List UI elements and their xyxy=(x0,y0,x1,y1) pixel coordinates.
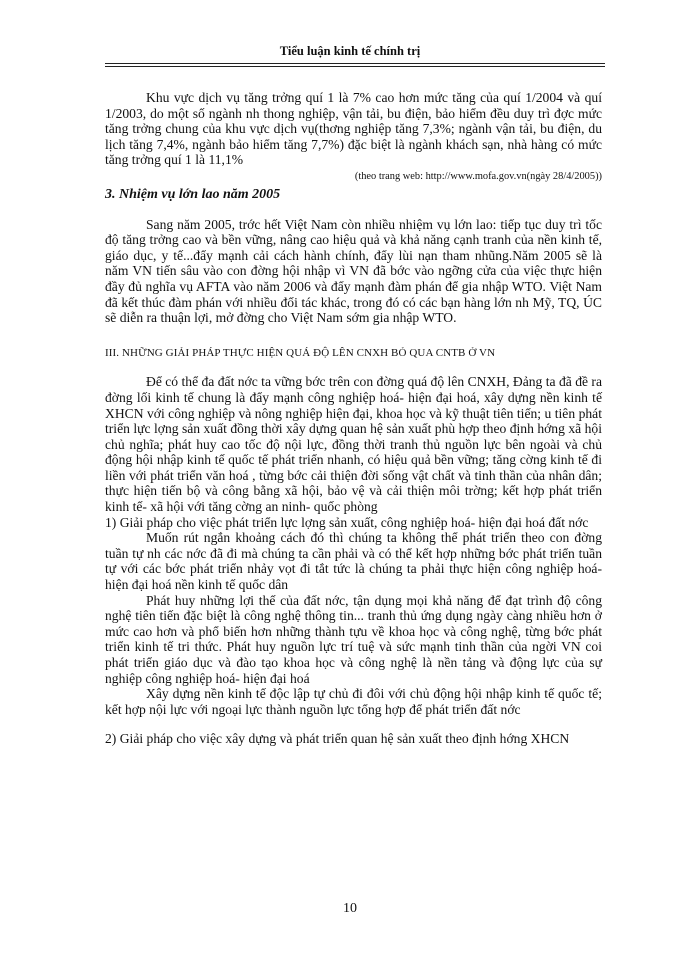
section-heading-III: III. NHỮNG GIẢI PHÁP THỰC HIỆN QUÁ ĐỘ LÊN CNXH BỎ QUA CNTB Ở VN xyxy=(105,346,496,359)
header-rule-top xyxy=(105,63,605,64)
source-note: (theo trang web: http://www.mofa.gov.vn(ngày 28/4/2005)) xyxy=(354,170,602,182)
page-body xyxy=(105,90,602,747)
solution-item-2: 2) Giải pháp cho việc xây dựng và phát triển quan hệ sản xuất theo định hớng XHCN xyxy=(105,731,570,747)
paragraph-tasks: Sang năm 2005, trớc hết Việt Nam còn nhiều nhiệm vụ lớn lao: tiếp tục duy trì tốc độ tăng trởng cao và bền vững, nâng cao hiệu quả và khả năng cạnh tranh của nền kinh tế, giáo dục, y tế...đẩy mạnh cải cách hành chính, đẩy lùi nạn tham nhũng.Năm 2005 sẽ là năm VN tiến sâu vào con đờng hội nhập vì VN đã bớc vào ngỡng cửa của việc thực hiện đầy đủ nghĩa vụ AFTA vào năm 2006 và đẩy mạnh đàm phán để gia nhập WTO. Việt Nam đã kết thúc đàm phán với nhiều đối tác khác, trong đó có các bạn hàng lớn nh Mỹ, TQ, ÚC sẽ diễn ra thuận lợi, mở đờng cho Việt Nam sớm gia nhập WTO. xyxy=(105,216,602,326)
paragraph-shortcut: Muốn rút ngắn khoảng cách đó thì chúng ta không thể phát triển theo con đờng tuần tự nh các nớc đã đi mà chúng ta cần phải và có thể kết hợp những bớc phát triển tuần tự với các bớc phát triển nhảy vọt đi tắt tức là chúng ta phải thực hiện công nghiệp hoá- hiện đại hoá nền kinh tế quốc dân xyxy=(105,530,602,593)
paragraph-intro: Để có thể đa đất nớc ta vững bớc trên con đờng quá độ lên CNXH, Đảng ta đã đề ra đờng lối kinh tế chung là đẩy mạnh công nghiệp hoá- hiện đại hoá, xây dựng nền kinh tế XHCN với công nghiệp và nông nghiệp hiện đại, khoa học và kỹ thuật tiên tiến; u tiên phát triển lực lợng sản xuất đồng thời xây dựng quan hệ sản xuất phù hợp theo định hớng xã hội chủ nghĩa; phát huy cao tốc độ nội lực, đồng thời tranh thủ nguồn lực bên ngoài và chủ động hội nhập kinh tế quốc tế phát triển nhanh, có hiệu quả bền vững; tăng cờng kinh tế đi liền với phát triển văn hoá , từng bớc cải thiện đời sống vật chất và tinh thần của nhân dân; thực hiện tiến bộ và công bằng xã hội, bảo vệ và cải thiện môi trờng; kết hợp phát triển kinh tế- xã hội với tăng cờng an ninh- quốc phòng xyxy=(105,374,602,515)
header-rule-bottom xyxy=(105,66,605,67)
paragraph-advantages: Phát huy những lợi thế của đất nớc, tận dụng mọi khả năng để đạt trình độ công nghệ tiên tiến đặc biệt là công nghệ thông tin... tranh thủ ứng dụng ngày càng nhiều hơn ở mức cao hơn và phổ biến hơn những thành tựu về khoa học và công nghệ, từng bớc phát triển kinh tế tri thức. Phát huy nguồn lực trí tuệ và sức mạnh tinh thần của ngời VN coi phát triển giáo dục và đào tạo khoa học và công nghệ là nền tảng và động lực của sự nghiệp công nghiệp hoá- hiện đại hoá xyxy=(105,592,602,686)
paragraph-independent-economy: Xây dựng nền kinh tế độc lập tự chủ đi đôi với chủ động hội nhập kinh tế quốc tế; kết hợp nội lực với ngoại lực thành nguồn lực tổng hợp để phát triển đất nớc xyxy=(105,686,602,717)
solution-item-1: 1) Giải pháp cho việc phát triển lực lợng sản xuất, công nghiệp hoá- hiện đại hoá đất nớc xyxy=(105,514,589,530)
heading-tasks-2005: 3. Nhiệm vụ lớn lao năm 2005 xyxy=(105,186,281,202)
page-number: 10 xyxy=(343,901,357,916)
paragraph-services-growth: Khu vực dịch vụ tăng trởng quí 1 là 7% cao hơn mức tăng của quí 1/2004 và quí 1/2003, do một số ngành nh thong nghiệp, vận tải, bu điện, bảo hiểm đều duy trì đợc mức tăng trởng chung của khu vực dịch vụ(thơng nghiệp tăng 7,3%; ngành vận tải, bu điện, du lịch tăng 7,4%, ngành bảo hiểm tăng 7,7%) đặc biệt là ngành khách sạn, nhà hàng có mức tăng trởng quí 1 là 11,1% xyxy=(105,90,602,168)
running-header: Tiểu luận kinh tế chính trị xyxy=(279,44,421,58)
